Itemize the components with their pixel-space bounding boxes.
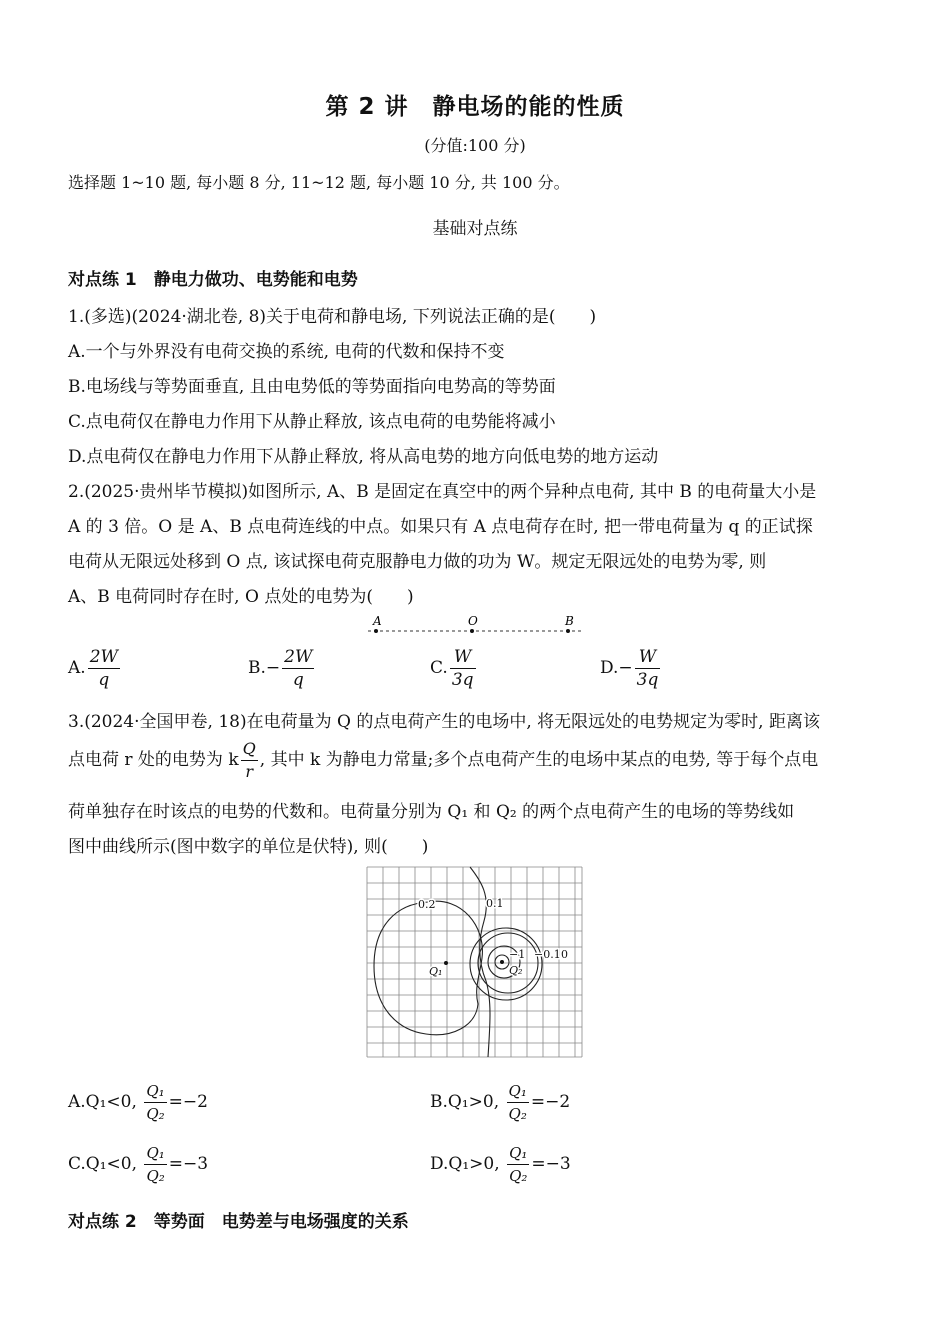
q2-line-4: A、B 电荷同时存在时, O 点处的电势为( ) [68,587,414,607]
q1-option-c: C.点电荷仅在静电力作用下从静止释放, 该点电荷的电势能将减小 [68,412,556,432]
q1-stem: 1.(多选)(2024·湖北卷, 8)关于电荷和静电场, 下列说法正确的是( ) [68,307,597,327]
q2-fig-point-o [470,629,474,633]
q2-fig-label-o: O [468,614,478,628]
q3-fig-contour-0.1-left [470,867,490,1057]
q3-fig-label-0.1: 0.1 [486,897,504,910]
q3-fig-charge-q1 [444,961,448,965]
q3-line-4: 图中曲线所示(图中数字的单位是伏特), 则( ) [68,837,429,857]
q2-fig-label-b: B [565,614,574,628]
q2-line-3: 电荷从无限远处移到 O 点, 该试探电荷克服静电力做的功为 W。规定无限远处的电势为零, 则 [68,552,767,572]
topic-heading-1: 对点练 1 静电力做功、电势能和电势 [68,270,358,290]
q2-fig-point-b [566,629,570,633]
q3-fig-label-0: 0 [561,948,568,961]
q2-option-b: B.− $\frac{2W}{q}$ [248,647,313,690]
q3-fig-label-q1: Q₁ [429,965,443,978]
q2-option-a: A. $\frac{2W}{q}$ [68,647,118,690]
q1-option-b: B.电场线与等势面垂直, 且由电势低的等势面指向电势高的等势面 [68,377,556,397]
q1-option-d: D.点电荷仅在静电力作用下从静止释放, 将从高电势的地方向低电势的地方运动 [68,447,659,467]
q2-line-2: A 的 3 倍。O 是 A、B 点电荷连线的中点。如果只有 A 点电荷存在时, 把一带电荷量为 q 的正试探 [68,517,813,537]
q2-fig-label-a: A [373,614,382,628]
section-heading: 基础对点练 [432,219,518,239]
q2-option-d: D.− $\frac{W}{3q}$ [600,647,659,690]
page-title: 第 2 讲 静电场的能的性质 [325,94,625,120]
q3-fig-label-0.2: 0.2 [418,898,436,911]
q3-fig-label-minus-1: −1 [509,948,526,961]
q3-fig-charge-q2 [500,960,504,964]
intro-text: 选择题 1~10 题, 每小题 8 分, 11~12 题, 每小题 10 分, 共 100 分。 [68,173,570,192]
q3-option-c: C.Q₁<0, $\frac{\text{Q₁}}{\text{Q₂}}$ =−3 [68,1144,209,1185]
topic-heading-2: 对点练 2 等势面 电势差与电场强度的关系 [68,1212,409,1232]
q2-figure [360,612,590,642]
q3-figure [366,866,584,1058]
q2-fig-point-a [374,629,378,633]
q3-option-a: A.Q₁<0, $\frac{\text{Q₁}}{\text{Q₂}}$ =−2 [68,1082,208,1123]
q2-option-c: C. $\frac{W}{3q}$ [430,647,474,690]
q3-fig-label-minus-0.1: −0.1 [534,948,561,961]
q3-fig-label-q2: Q₂ [509,964,523,977]
q3-option-d: D.Q₁>0, $\frac{\text{Q₁}}{\text{Q₂}}$ =−3 [430,1144,571,1185]
q3-line-3: 荷单独存在时该点的电势的代数和。电荷量分别为 Q₁ 和 Q₂ 的两个点电荷产生的电场的等势线如 [68,802,795,822]
q2-line-1: 2.(2025·贵州毕节模拟)如图所示, A、B 是固定在真空中的两个异种点电荷, 其中 B 的电荷量大小是 [68,482,817,502]
q3-line-1: 3.(2024·全国甲卷, 18)在电荷量为 Q 的点电荷产生的电场中, 将无限远处的电势规定为零时, 距离该 [68,712,820,732]
q3-line-2: 点电荷 r 处的电势为 k $\frac{Q}{r}$ , 其中 k 为静电力常量;多个点电荷产生的电场中某点的电势, 等于每个点电 [68,739,819,781]
q3-option-b: B.Q₁>0, $\frac{\text{Q₁}}{\text{Q₂}}$ =−2 [430,1082,571,1123]
score-note: (分值:100 分) [424,136,526,155]
q1-option-a: A.一个与外界没有电荷交换的系统, 电荷的代数和保持不变 [68,342,505,362]
q3-fig-grid [367,867,582,1057]
